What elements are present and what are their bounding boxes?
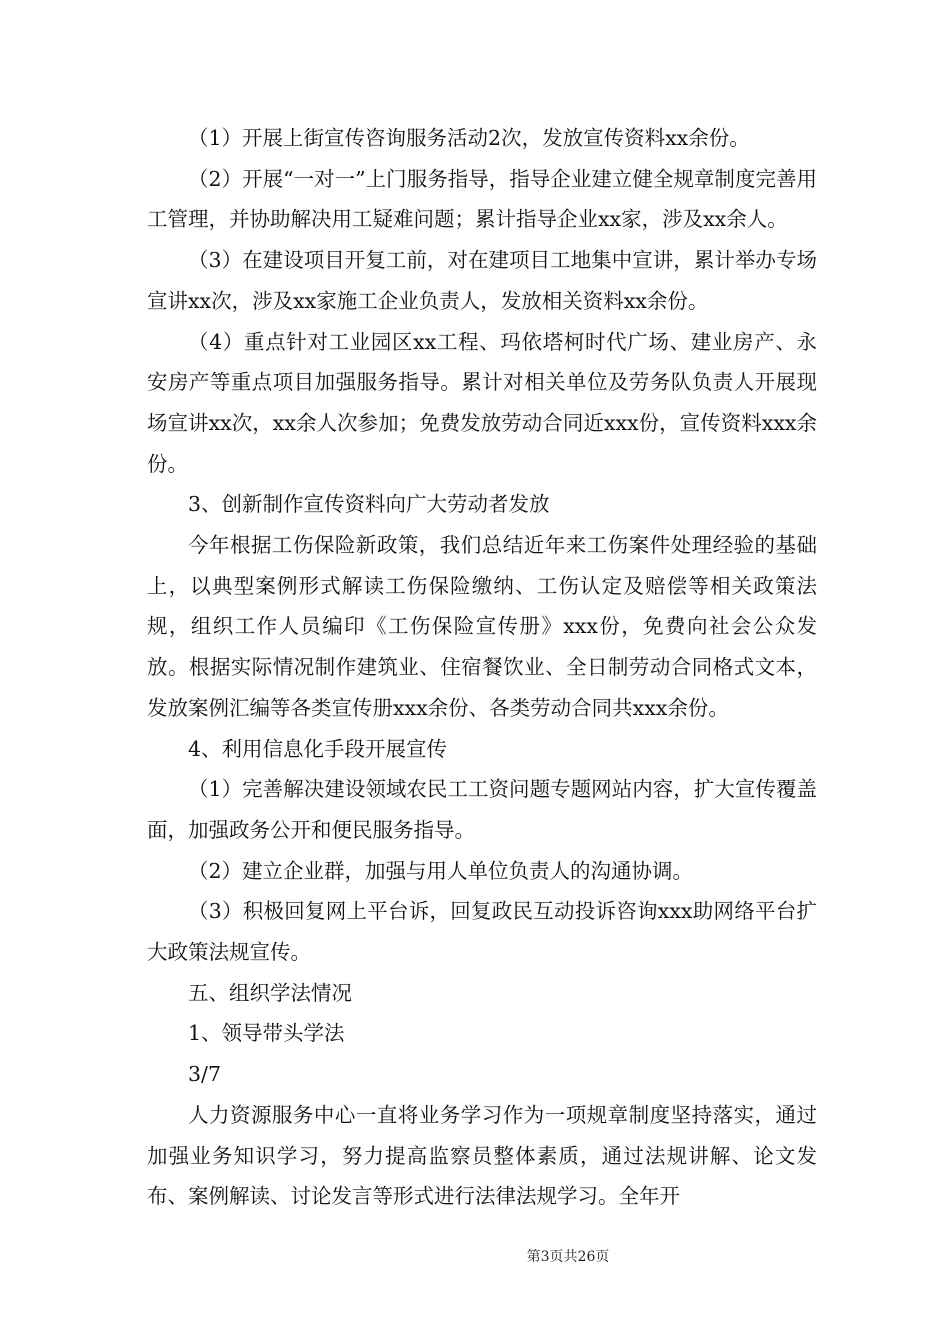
page-footer: 第3页共26页: [526, 1249, 610, 1265]
paragraph-9: （2）建立企业群，加强与用人单位负责人的沟通协调。: [188, 858, 694, 883]
section-heading-4: 4、利用信息化手段开展宣传: [188, 736, 448, 761]
paragraph-14: 人力资源服务中心一直将业务学习作为一项规章制度坚持落实，通过加强业务知识学习，努力提高监察员整体素质，通过法规讲解、论文发布、案例解读、讨论发言等形式进行法律法规学习。全年开: [147, 1102, 817, 1209]
paragraph-1: （1）开展上街宣传咨询服务活动2次，发放宣传资料xx余份。: [188, 126, 750, 150]
paragraph-6: 今年根据工伤保险新政策，我们总结近年来工伤案件处理经验的基础上，以典型案例形式解读工伤保险缴纳、工伤认定及赔偿等相关政策法规，组织工作人员编印《工伤保险宣传册》xxx份，免费向社会公众发放。根据实际情况制作建筑业、住宿餐饮业、全日制劳动合同格式文本，发放案例汇编等各类宣传册xxx余份、各类劳动合同共xxx余份。: [147, 533, 817, 720]
document-body: [147, 118, 817, 1217]
subsection-heading-1: 1、领导带头学法: [188, 1021, 345, 1046]
paragraph-4: （4）重点针对工业园区xx工程、玛依塔柯时代广场、建业房产、永安房产等重点项目加强服务指导。累计对相关单位及劳务队负责人开展现场宣讲xx次，xx余人次参加；免费发放劳动合同近xxx份，宣传资料xxx余份。: [147, 329, 817, 476]
paragraph-10: （3）积极回复网上平台诉，回复政民互动投诉咨询xxx助网络平台扩大政策法规宣传。: [147, 899, 817, 965]
paragraph-8: （1）完善解决建设领域农民工工资问题专题网站内容，扩大宣传覆盖面，加强政务公开和便民服务指导。: [147, 777, 817, 842]
paragraph-2: （2）开展“一对一”上门服务指导，指导企业建立健全规章制度完善用工管理，并协助解决用工疑难问题；累计指导企业xx家，涉及xx余人。: [147, 166, 817, 232]
section-heading-5: 五、组织学法情况: [188, 980, 352, 1005]
paragraph-3: （3）在建设项目开复工前，对在建项目工地集中宣讲，累计举办专场宣讲xx次，涉及xx家施工企业负责人，发放相关资料xx余份。: [147, 248, 817, 313]
inline-page-marker: 3/7: [188, 1062, 221, 1087]
section-heading-3: 3、创新制作宣传资料向广大劳动者发放: [188, 492, 550, 517]
